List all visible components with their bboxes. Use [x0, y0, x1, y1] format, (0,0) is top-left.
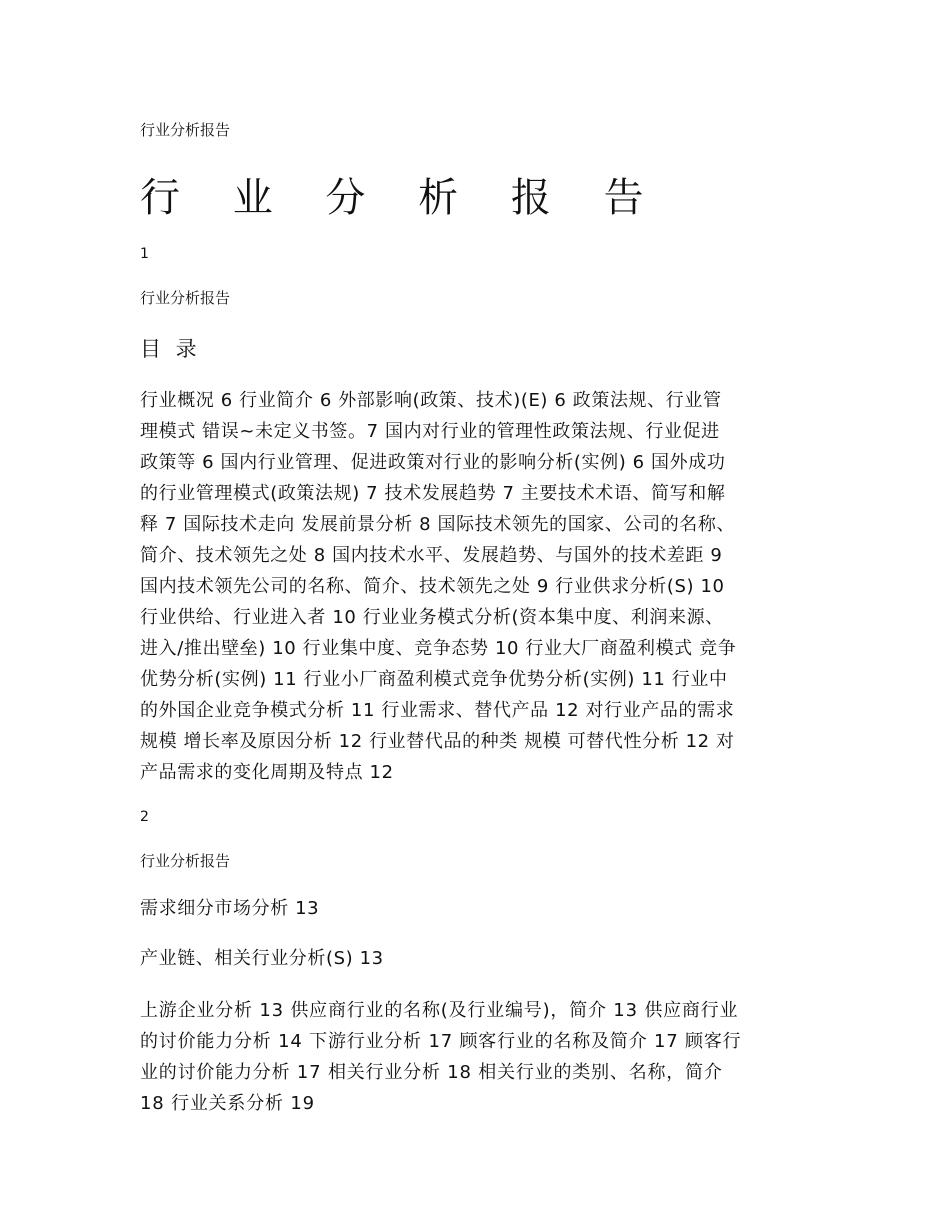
toc-line: 行业供给、行业进入者 10 行业业务模式分析(资本集中度、利润来源、: [140, 607, 724, 628]
toc-line: 规模 增长率及原因分析 12 行业替代品的种类 规模 可替代性分析 12 对: [140, 731, 735, 752]
page-header: 行业分析报告: [140, 289, 231, 307]
toc-line: 行业概况 6 行业简介 6 外部影响(政策、技术)(E) 6 政策法规、行业管: [140, 390, 722, 411]
toc-entry: 需求细分市场分析 13: [140, 898, 320, 919]
toc-line: 优势分析(实例) 11 行业小厂商盈利模式竞争优势分析(实例) 11 行业中: [140, 669, 728, 690]
toc-line: 产品需求的变化周期及特点 12: [140, 762, 394, 783]
toc-line: 业的讨价能力分析 17 相关行业分析 18 相关行业的类别、名称，简介: [140, 1062, 723, 1083]
toc-line: 上游企业分析 13 供应商行业的名称(及行业编号)，简介 13 供应商行业: [140, 1000, 739, 1021]
toc-line: 的行业管理模式(政策法规) 7 技术发展趋势 7 主要技术术语、简写和解: [140, 483, 726, 504]
page-number: 2: [140, 809, 149, 825]
toc-heading: 目 录: [140, 337, 201, 361]
page-header: 行业分析报告: [140, 852, 231, 870]
toc-line: 的讨价能力分析 14 下游行业分析 17 顾客行业的名称及简介 17 顾客行: [140, 1031, 742, 1052]
document-title: 行 业 分 析 报 告: [140, 175, 664, 221]
page-header: 行业分析报告: [140, 121, 231, 139]
toc-line: 简介、技术领先之处 8 国内技术水平、发展趋势、与国外的技术差距 9: [140, 545, 723, 566]
toc-paragraph: [140, 995, 818, 1119]
toc-line: 释 7 国际技术走向 发展前景分析 8 国际技术领先的国家、公司的名称、: [140, 514, 736, 535]
page-number: 1: [140, 246, 149, 262]
toc-line: 国内技术领先公司的名称、简介、技术领先之处 9 行业供求分析(S) 10: [140, 576, 725, 597]
toc-line: 进入/推出壁垒) 10 行业集中度、竞争态势 10 行业大厂商盈利模式 竞争: [140, 638, 737, 659]
toc-paragraph: [140, 385, 818, 788]
toc-line: 的外国企业竞争模式分析 11 行业需求、替代产品 12 对行业产品的需求: [140, 700, 735, 721]
toc-line: 18 行业关系分析 19: [140, 1093, 315, 1114]
toc-line: 政策等 6 国内行业管理、促进政策对行业的影响分析(实例) 6 国外成功: [140, 452, 726, 473]
toc-line: 理模式 错误~未定义书签。7 国内对行业的管理性政策法规、行业促进: [140, 421, 720, 442]
toc-entry: 产业链、相关行业分析(S) 13: [140, 948, 384, 969]
